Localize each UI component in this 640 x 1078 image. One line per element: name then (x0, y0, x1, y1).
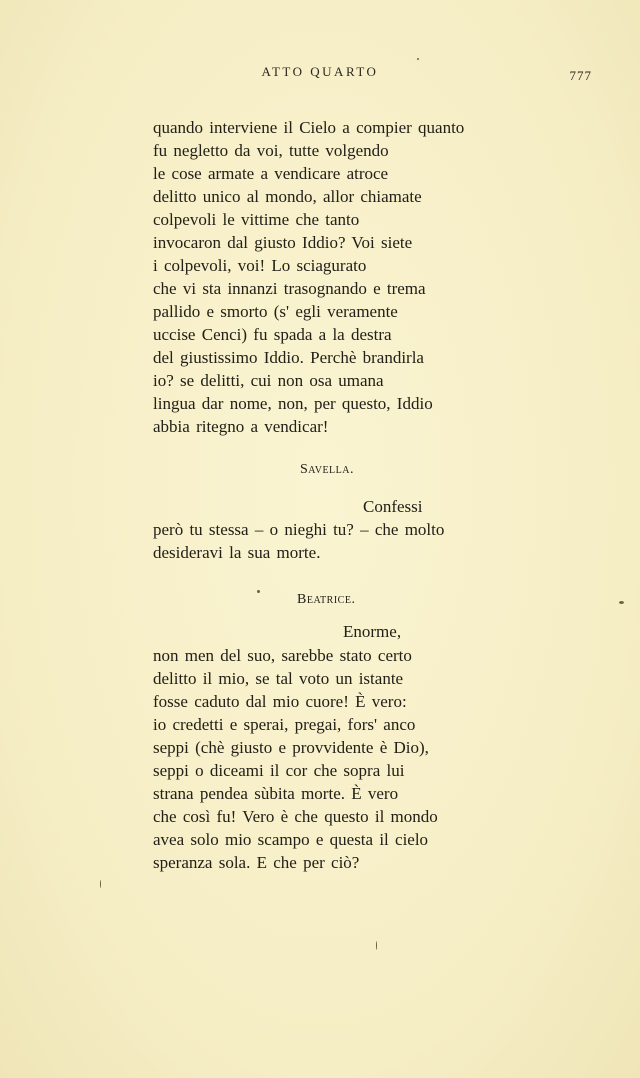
verse-line: delitto il mio, se tal voto un istante (153, 669, 404, 688)
verse-line: fosse caduto dal mio cuore! È vero: (153, 692, 407, 711)
verse-half-line: Confessi (363, 497, 423, 516)
verse-line: le cose armate a vendicare atroce (153, 164, 389, 183)
verse-half-line: Enorme, (343, 622, 402, 641)
verse-line: speranza sola. E che per ciò? (153, 853, 360, 872)
verse-line: uccise Cenci) fu spada a la destra (153, 325, 392, 344)
verse-line: desideravi la sua morte. (153, 543, 321, 562)
paper-speck (619, 601, 624, 604)
verse-line: non men del suo, sarebbe stato certo (153, 646, 412, 665)
verse-line: avea solo mio scampo e questa il cielo (153, 830, 429, 849)
verse-line: delitto unico al mondo, allor chiamate (153, 187, 422, 206)
verse-line: però tu stessa – o nieghi tu? – che molto (153, 520, 445, 539)
paper-speck (100, 880, 101, 888)
verse-line: quando interviene il Cielo a compier quanto (153, 118, 465, 137)
verse-line: invocaron dal giusto Iddio? Voi siete (153, 233, 413, 252)
verse-line: i colpevoli, voi! Lo sciagurato (153, 256, 367, 275)
verse-line: io? se delitti, cui non osa umana (153, 371, 384, 390)
verse-line: del giustissimo Iddio. Perchè brandirla (153, 348, 424, 367)
running-head-title: ATTO QUARTO (261, 64, 379, 79)
verse-line: lingua dar nome, non, per questo, Iddio (153, 394, 433, 413)
verse-line: seppi o diceami il cor che sopra lui (153, 761, 405, 780)
speaker-savella: Savella. (300, 462, 354, 477)
verse-line: seppi (chè giusto e provvidente è Dio), (153, 738, 429, 757)
verse-line: pallido e smorto (s' egli veramente (153, 302, 398, 321)
paper-speck (376, 941, 377, 950)
speaker-beatrice: Beatrice. (297, 592, 356, 607)
paper-speck (257, 590, 260, 593)
verse-line: io credetti e sperai, pregai, fors' anco (153, 715, 416, 734)
verse-line: abbia ritegno a vendicar! (153, 417, 329, 436)
verse-line: fu negletto da voi, tutte volgendo (153, 141, 389, 160)
verse-line: strana pendea sùbita morte. È vero (153, 784, 399, 803)
verse-line: che così fu! Vero è che questo il mondo (153, 807, 438, 826)
verse-line: colpevoli le vittime che tanto (153, 210, 360, 229)
page-number: 777 (569, 68, 592, 83)
paper-speck (417, 58, 419, 60)
verse-line: che vi sta innanzi trasognando e trema (153, 279, 426, 298)
